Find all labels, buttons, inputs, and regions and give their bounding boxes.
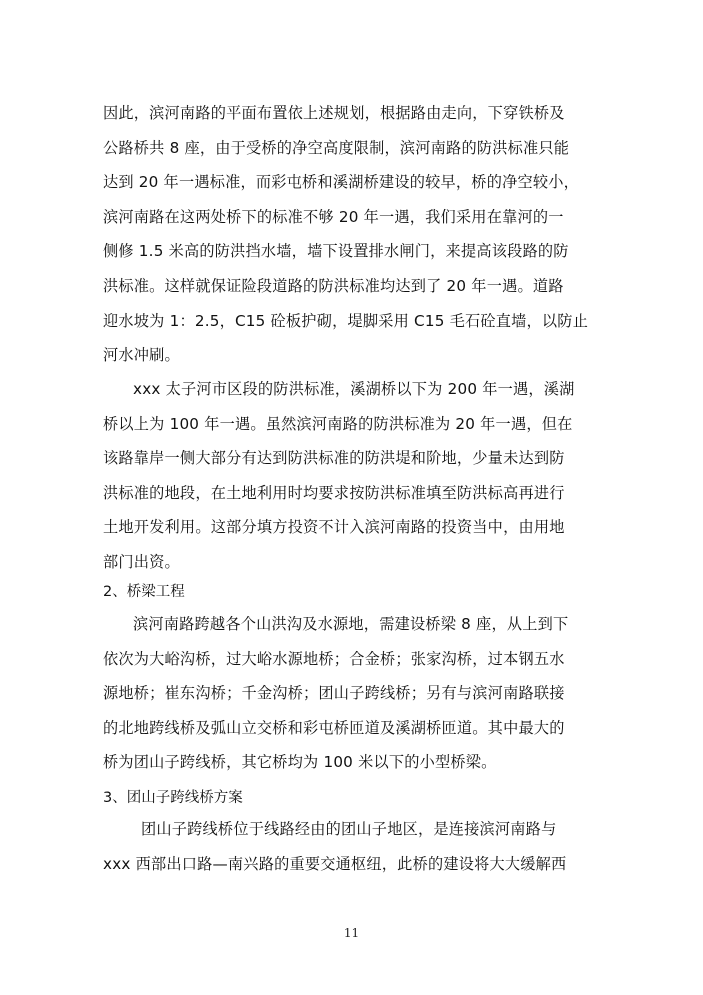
- text-line: 该路靠岸一侧大部分有达到防洪标准的防洪堤和阶地，少量未达到防: [103, 449, 565, 468]
- paragraph-overpass: [103, 812, 603, 881]
- text-line: 河水冲刷。: [103, 346, 180, 365]
- text-line: 滨河南路跨越各个山洪沟及水源地，需建设桥梁 8 座，从上到下: [133, 615, 569, 633]
- text-line: 侧修 1.5 米高的防洪挡水墙，墙下设置排水闸门，来提高该段路的防: [103, 242, 569, 261]
- text-line: 土地开发利用。这部分填方投资不计入滨河南路的投资当中，由用地: [103, 518, 565, 537]
- text-line: 团山子跨线桥位于线路经由的团山子地区，是连接滨河南路与: [141, 820, 557, 838]
- text-line: 桥为团山子跨线桥，其它桥均为 100 米以下的小型桥梁。: [103, 753, 497, 772]
- text-line: 迎水坡为 1：2.5，C15 砼板护砌，堤脚采用 C15 毛石砼直墙，以防止: [103, 311, 589, 330]
- text-line: 洪标准的地段，在土地利用时均要求按防洪标准填至防洪标高再进行: [103, 483, 565, 502]
- paragraph-flood-standard: [103, 372, 603, 580]
- text-line: 桥以上为 100 年一遇。虽然滨河南路的防洪标准为 20 年一遇，但在: [103, 414, 573, 433]
- section-heading-bridge-works: 2、桥梁工程: [103, 584, 185, 600]
- paragraph-bridges: [103, 607, 603, 780]
- text-line: 因此，滨河南路的平面布置依上述规划，根据路由走向，下穿铁桥及: [103, 104, 565, 122]
- text-line: 洪标准。这样就保证险段道路的防洪标准均达到了 20 年一遇。道路: [103, 276, 564, 295]
- text-line: 源地桥；崔东沟桥；千金沟桥；团山子跨线桥；另有与滨河南路联接: [103, 684, 565, 703]
- text-line: xxx 太子河市区段的防洪标准，溪湖桥以下为 200 年一遇，溪湖: [133, 380, 575, 398]
- text-line: 部门出资。: [103, 552, 180, 571]
- paragraph-flood-wall: [103, 96, 603, 373]
- section-heading-overpass-plan: 3、团山子跨线桥方案: [103, 790, 243, 806]
- text-line: 滨河南路在这两处桥下的标准不够 20 年一遇，我们采用在靠河的一: [103, 207, 564, 226]
- text-line: xxx 西部出口路—南兴路的重要交通枢纽，此桥的建设将大大缓解西: [103, 854, 567, 873]
- page-number: 11: [343, 926, 360, 940]
- text-line: 达到 20 年一遇标准，而彩屯桥和溪湖桥建设的较早，桥的净空较小，: [103, 173, 580, 192]
- text-line: 依次为大峪沟桥，过大峪水源地桥；合金桥；张家沟桥，过本钢五水: [103, 649, 565, 668]
- text-line: 公路桥共 8 座，由于受桥的净空高度限制，滨河南路的防洪标准只能: [103, 138, 570, 157]
- text-line: 的北地跨线桥及弧山立交桥和彩屯桥匝道及溪湖桥匝道。其中最大的: [103, 718, 565, 737]
